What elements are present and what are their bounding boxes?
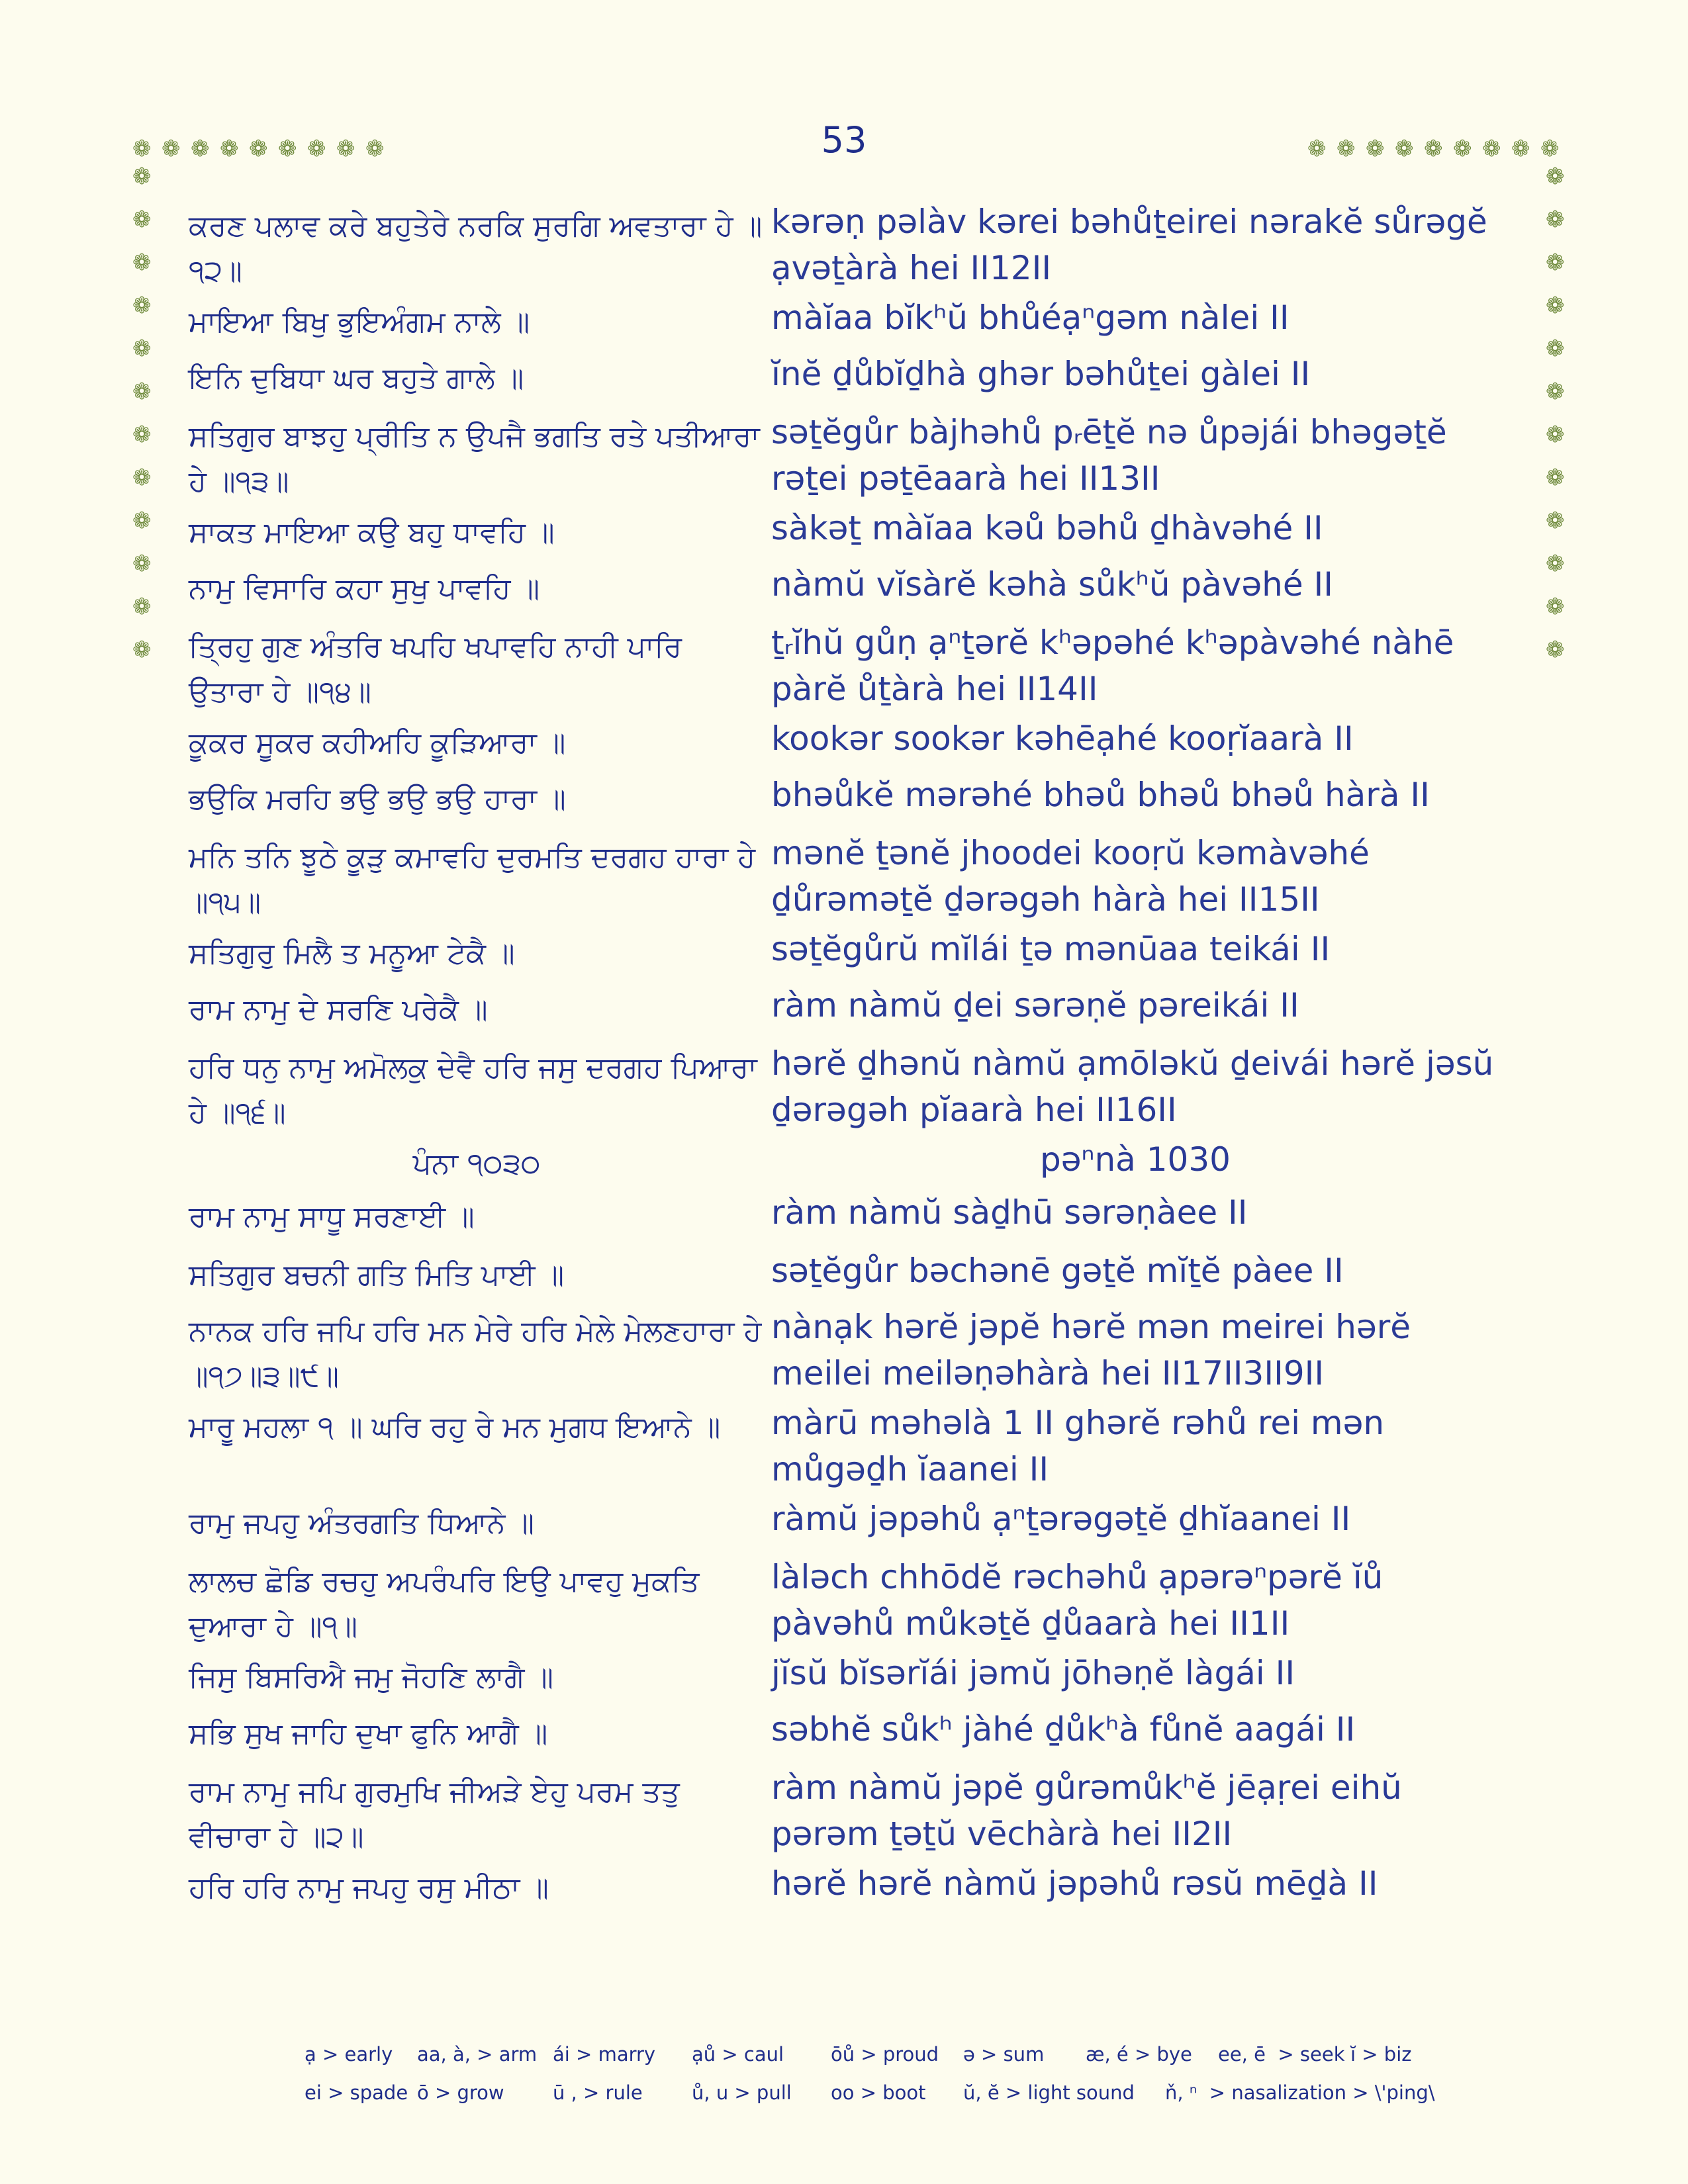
flower-ornament-icon: ❁	[1424, 136, 1443, 162]
verse-row	[189, 1706, 1513, 1764]
flower-ornament-icon: ❁	[220, 136, 239, 162]
flower-ornament-icon: ❁	[132, 422, 152, 448]
verse-row	[189, 199, 1513, 295]
legend-item: ạů > caul	[692, 2043, 784, 2066]
pronunciation-legend	[305, 2035, 1496, 2112]
flower-ornament-icon: ❁	[1546, 551, 1565, 577]
verse-row	[189, 830, 1513, 926]
verse-row	[189, 1554, 1513, 1650]
verse-row	[189, 1860, 1513, 1917]
verse-row	[189, 1304, 1513, 1400]
verse-row	[189, 1496, 1513, 1554]
gurmukhi-text: ਸਤਿਗੁਰ ਬਾਝਹੁ ਪ੍ਰੀਤਿ ਨ ਉਪਜੈ ਭਗਤਿ ਰਤੇ ਪਤੀਆਰਾ ਹੇ ॥੧੩॥	[189, 420, 760, 498]
legend-item: oo > boot	[831, 2081, 926, 2104]
gurmukhi-text: ਮਨਿ ਤਨਿ ਝੂਠੇ ਕੂੜੁ ਕਮਾਵਹਿ ਦੁਰਮਤਿ ਦਰਗਹ ਹਾਰਾ ਹੇ ॥੧੫॥	[189, 841, 756, 919]
transliteration-text: jĭsŭ bĭsərĭái jəmŭ jōhəṇĕ làgái II	[771, 1654, 1295, 1692]
flower-ornament-icon: ❁	[1546, 379, 1565, 405]
legend-item: ạ > early	[305, 2043, 393, 2066]
flower-ornament-icon: ❁	[1546, 336, 1565, 362]
transliteration-text: kookər sookər kəhēạhé kooṛĭaarà II	[771, 719, 1354, 758]
transliteration-text: ṯᵣĭhŭ gůṇ ạⁿṯərĕ kʰəpəhé kʰəpàvəhé nàhē pàrĕ ůṯàrà hei II14II	[771, 623, 1454, 708]
legend-item: æ, é > bye	[1086, 2043, 1192, 2066]
flower-ornament-icon: ❁	[132, 465, 152, 491]
page-number: 53	[821, 119, 867, 161]
flower-ornament-icon: ❁	[1540, 136, 1560, 162]
gurmukhi-text: ਮਾਇਆ ਬਿਖੁ ਭੁਇਅੰਗਮ ਨਾਲੇ ॥	[189, 305, 530, 339]
flower-ornament-icon: ❁	[1546, 594, 1565, 620]
legend-item: aa, à, > arm	[417, 2043, 538, 2066]
gurmukhi-text: ਕਰਣ ਪਲਾਵ ਕਰੇ ਬਹੁਤੇਰੇ ਨਰਕਿ ਸੁਰਗਿ ਅਵਤਾਰਾ ਹੇ ॥੧੨॥	[189, 209, 763, 288]
gurmukhi-text: ਰਾਮੁ ਜਪਹੁ ਅੰਤਰਗਤਿ ਧਿਆਨੇ ॥	[189, 1506, 535, 1540]
flower-ornament-icon: ❁	[1307, 136, 1327, 162]
verse-row	[189, 772, 1513, 830]
flower-ornament-icon: ❁	[1546, 465, 1565, 491]
flower-ornament-icon: ❁	[1546, 250, 1565, 276]
transliteration-text: hərĕ hərĕ nàmŭ jəpəhů rəsŭ mēḏà II	[771, 1864, 1378, 1903]
gurmukhi-text: ਸਭਿ ਸੁਖ ਜਾਹਿ ਦੁਖਾ ਫੁਨਿ ਆਗੈ ॥	[189, 1717, 548, 1751]
transliteration-text: ĭnĕ ḏůbĭḏhà ghər bəhůṯei gàlei II	[771, 355, 1311, 393]
verse-row	[189, 1248, 1513, 1304]
flower-ornament-icon: ❁	[1546, 508, 1565, 534]
legend-item: ee, ē > seek	[1218, 2043, 1345, 2066]
transliteration-text: ràm nàmŭ ḏei sərəṇĕ pəreikái II	[771, 986, 1299, 1024]
gurmukhi-text: ਸਤਿਗੁਰੁ ਮਿਲੈ ਤ ਮਨੂਆ ਟੇਕੈ ॥	[189, 936, 515, 970]
gurmukhi-text: ਸਾਕਤ ਮਾਇਆ ਕਉ ਬਹੁ ਧਾਵਹਿ ॥	[189, 516, 555, 549]
flower-ornament-icon: ❁	[132, 136, 152, 162]
transliteration-text: nàmŭ vĭsàrĕ kəhà sůkʰŭ pàvəhé II	[771, 565, 1333, 604]
gurmukhi-text: ਰਾਮ ਨਾਮੁ ਸਾਧੂ ਸਰਣਾਈ ॥	[189, 1200, 475, 1234]
transliteration-text: səṯĕgůr bàjhəhů pᵣēṯĕ nə ůpəjái bhəgəṯĕ rəṯei pəṯēaarà hei II13II	[771, 413, 1447, 498]
flower-ornament-icon: ❁	[1546, 293, 1565, 319]
legend-item: ái > marry	[553, 2043, 656, 2066]
legend-item: ei > spade	[305, 2081, 408, 2104]
flower-ornament-icon: ❁	[1366, 136, 1385, 162]
legend-item: ōů > proud	[831, 2043, 939, 2066]
flower-ornament-icon: ❁	[1546, 163, 1565, 190]
verse-row	[189, 1400, 1513, 1496]
verse-row	[189, 715, 1513, 772]
transliteration-text: hərĕ ḏhənŭ nàmŭ ạmōləkŭ ḏeivái hərĕ jəsŭ ḏərəgəh pĭaarà hei II16II	[771, 1044, 1494, 1129]
flower-ornament-icon: ❁	[132, 336, 152, 362]
verse-row	[189, 1040, 1513, 1136]
verse-row	[189, 295, 1513, 351]
verse-row	[189, 1764, 1513, 1860]
transliteration-text: bhəůkĕ mərəhé bhəů bhəů bhəů hàrà II	[771, 776, 1430, 814]
gurmukhi-text: ਕੂਕਰ ਸੂਕਰ ਕਹੀਅਹਿ ਕੂੜਿਆਰਾ ॥	[189, 726, 566, 760]
gurmukhi-text: ਨਾਨਕ ਹਰਿ ਜਪਿ ਹਰਿ ਮਨ ਮੇਰੇ ਹਰਿ ਮੇਲੇ ਮੇਲਣਹਾਰਾ ਹੇ ॥੧੭॥੩॥੯॥	[189, 1314, 762, 1393]
legend-row	[305, 2035, 1496, 2073]
flower-ornament-icon: ❁	[365, 136, 385, 162]
flower-ornament-icon: ❁	[1482, 136, 1501, 162]
transliteration-text: səbhĕ sůkʰ jàhé ḏůkʰà fůnĕ aagái II	[771, 1710, 1356, 1749]
flower-ornament-icon: ❁	[132, 508, 152, 534]
flower-ornament-icon: ❁	[132, 637, 152, 663]
gurmukhi-text: ਮਾਰੂ ਮਹਲਾ ੧ ॥ ਘਰਿ ਰਹੁ ਰੇ ਮਨ ਮੁਗਧ ਇਆਨੇ ॥	[189, 1410, 721, 1444]
legend-item: ů, u > pull	[692, 2081, 792, 2104]
verse-row	[189, 561, 1513, 619]
transliteration-text: sàkəṯ màĭaa kəů bəhů ḏhàvəhé II	[771, 509, 1323, 547]
flower-ornament-icon: ❁	[1546, 637, 1565, 663]
gurmukhi-text: ਭਉਕਿ ਮਰਹਿ ਭਉ ਭਉ ਭਉ ਹਾਰਾ ॥	[189, 782, 566, 816]
legend-item: ŭ, ĕ > light sound	[963, 2081, 1135, 2104]
verse-row	[189, 409, 1513, 505]
verse-row	[189, 1189, 1513, 1248]
transliteration-text: səṯĕgůrŭ mĭlái ṯə mənūaa teikái II	[771, 930, 1331, 968]
verse-row	[189, 619, 1513, 715]
verse-row	[189, 1650, 1513, 1706]
legend-item: ō > grow	[417, 2081, 504, 2104]
gurmukhi-text: ਜਿਸੁ ਬਿਸਰਿਐ ਜਮੁ ਜੋਹਣਿ ਲਾਗੈ ॥	[189, 1661, 554, 1694]
gurmukhi-text: ਰਾਮ ਨਾਮੁ ਜਪਿ ਗੁਰਮੁਖਿ ਜੀਅੜੇ ਏਹੁ ਪਰਮ ਤਤੁ ਵੀਚਾਰਾ ਹੇ ॥੨॥	[189, 1775, 680, 1854]
flower-ornament-icon: ❁	[1511, 136, 1530, 162]
flower-ornament-icon: ❁	[162, 136, 181, 162]
flower-ornament-icon: ❁	[132, 594, 152, 620]
flower-ornament-icon: ❁	[191, 136, 210, 162]
gurmukhi-text: ਰਾਮ ਨਾਮੁ ਦੇ ਸਰਣਿ ਪਰੇਕੈ ॥	[189, 993, 488, 1026]
flower-ornament-icon: ❁	[278, 136, 297, 162]
transliteration-text: nànạk hərĕ jəpĕ hərĕ mən meirei hərĕ meilei meiləṇəhàrà hei II17II3II9II	[771, 1308, 1411, 1392]
transliteration-text: màrū məhəlà 1 II ghərĕ rəhů rei mən můgəḏh ĭaanei II	[771, 1404, 1385, 1488]
flower-ornament-icon: ❁	[1336, 136, 1356, 162]
legend-item: ĭ > biz	[1350, 2043, 1412, 2066]
transliteration-text: mənĕ ṯənĕ jhoodei kooṛŭ kəmàvəhé ḏůrəməṯĕ ḏərəgəh hàrà hei II15II	[771, 834, 1370, 919]
gurmukhi-text: ਤ੍ਰਿਹੁ ਗੁਣ ਅੰਤਰਿ ਖਪਹਿ ਖਪਾਵਹਿ ਨਾਹੀ ਪਾਰਿ ਉਤਾਰਾ ਹੇ ॥੧੪॥	[189, 630, 682, 709]
flower-ornament-icon: ❁	[132, 379, 152, 405]
transliteration-text: kərəṇ pəlàv kərei bəhůṯeirei nərakĕ sůrəgĕ ạvəṯàrà hei II12II	[771, 203, 1487, 287]
gurmukhi-text: ਪੰਨਾ ੧੦੩੦	[412, 1147, 541, 1181]
verse-row	[189, 505, 1513, 561]
gurmukhi-text: ਇਨਿ ਦੁਬਿਧਾ ਘਰ ਬਹੁਤੇ ਗਾਲੇ ॥	[189, 361, 524, 395]
flower-ornament-icon: ❁	[307, 136, 326, 162]
flower-ornament-icon: ❁	[249, 136, 268, 162]
flower-ornament-icon: ❁	[132, 293, 152, 319]
flower-ornament-icon: ❁	[132, 551, 152, 577]
verse-table	[189, 199, 1513, 1999]
verse-row	[189, 351, 1513, 409]
legend-item: ň, ⁿ > nasalization > \'ping\	[1165, 2081, 1435, 2104]
transliteration-text: ràm nàmŭ sàḏhū sərəṇàee II	[771, 1193, 1248, 1232]
page-heading-row	[189, 1136, 1513, 1189]
flower-ornament-icon: ❁	[336, 136, 355, 162]
verse-row	[189, 926, 1513, 982]
transliteration-text: səṯĕgůr bəchənē gəṯĕ mĭṯĕ pàee II	[771, 1251, 1344, 1290]
transliteration-text: ràmŭ jəpəhů ạⁿṯərəgəṯĕ ḏhĭaanei II	[771, 1500, 1351, 1538]
gurmukhi-text: ਹਰਿ ਹਰਿ ਨਾਮੁ ਜਪਹੁ ਰਸੁ ਮੀਠਾ ॥	[189, 1871, 549, 1905]
flower-ornament-icon: ❁	[1546, 422, 1565, 448]
flower-ornament-icon: ❁	[1453, 136, 1472, 162]
legend-item: ə > sum	[963, 2043, 1045, 2066]
gurmukhi-text: ਸਤਿਗੁਰ ਬਚਨੀ ਗਤਿ ਮਿਤਿ ਪਾਈ ॥	[189, 1258, 565, 1292]
gurmukhi-text: ਲਾਲਚ ਛੋਡਿ ਰਚਹੁ ਅਪਰੰਪਰਿ ਇਉ ਪਾਵਹੁ ਮੁਕਤਿ ਦੁਆਰਾ ਹੇ ॥੧॥	[189, 1565, 700, 1643]
verse-row	[189, 982, 1513, 1040]
gurmukhi-text: ਹਰਿ ਧਨੁ ਨਾਮੁ ਅਮੋਲਕੁ ਦੇਵੈ ਹਰਿ ਜਸੁ ਦਰਗਹ ਪਿਆਰਾ ਹੇ ॥੧੬॥	[189, 1051, 757, 1130]
flower-ornament-icon: ❁	[1546, 206, 1565, 233]
flower-ornament-icon: ❁	[132, 163, 152, 190]
transliteration-text: ràm nàmŭ jəpĕ gůrəmůkʰĕ jēạṛei eihŭ pərəm ṯəṯŭ vēchàrà hei II2II	[771, 1768, 1402, 1853]
transliteration-text: làləch chhōdĕ rəchəhů ạpərəⁿpərĕ ĭů pàvəhů můkəṯĕ ḏůaarà hei II1II	[771, 1558, 1383, 1643]
flower-ornament-icon: ❁	[132, 206, 152, 233]
flower-ornament-icon: ❁	[132, 250, 152, 276]
transliteration-text: màĭaa bĭkʰŭ bhůéạⁿgəm nàlei II	[771, 298, 1289, 337]
legend-item: ū , > rule	[553, 2081, 643, 2104]
transliteration-text: pəⁿnà 1030	[1040, 1140, 1231, 1179]
legend-row	[305, 2073, 1496, 2112]
gurmukhi-text: ਨਾਮੁ ਵਿਸਾਰਿ ਕਹਾ ਸੁਖੁ ਪਾਵਹਿ ॥	[189, 572, 540, 606]
flower-ornament-icon: ❁	[1395, 136, 1414, 162]
